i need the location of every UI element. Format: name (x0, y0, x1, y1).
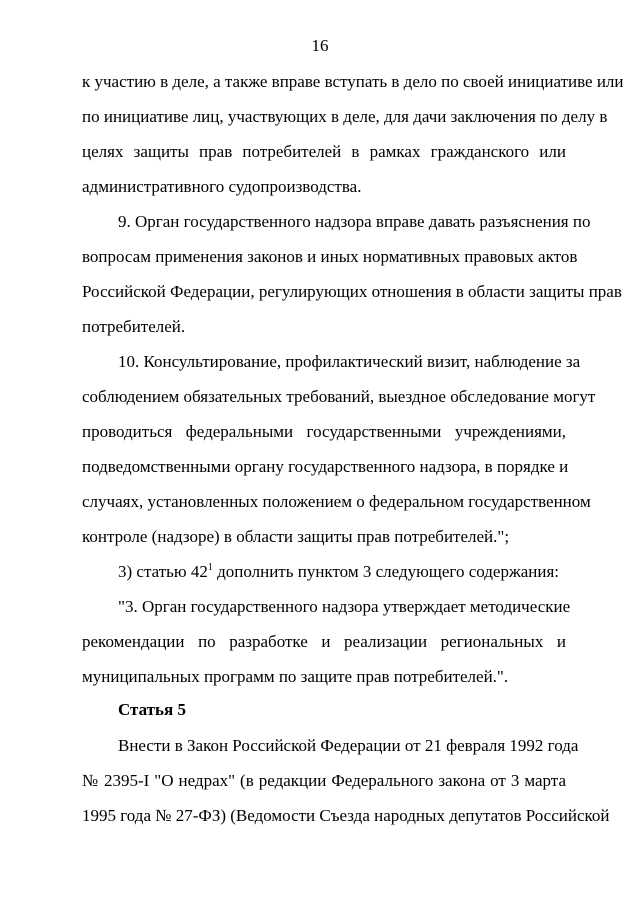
text-line: Российской Федерации, регулирующих отношения в области защиты прав (82, 282, 622, 301)
text-line: случаях, установленных положением о федеральном государственном (82, 492, 591, 511)
amendment-line (118, 562, 559, 582)
page-number: 16 (311, 36, 329, 55)
text-line: соблюдением обязательных требований, выездное обследование могут (82, 387, 596, 406)
text-line: контроле (надзоре) в области защиты прав потребителей."; (82, 527, 510, 546)
text-line: по инициативе лиц, участвующих в деле, для дачи заключения по делу в (82, 107, 608, 126)
text-line: потребителей. (82, 317, 186, 336)
paragraph-9-first-line: 9. Орган государственного надзора вправе давать разъяснения по (118, 212, 591, 231)
text-line: целях защиты прав потребителей в рамках гражданского или (82, 142, 566, 161)
text-line: рекомендации по разработке и реализации региональных и (82, 632, 566, 651)
text-line: вопросам применения законов и иных нормативных правовых актов (82, 247, 578, 266)
text-line: 1995 года № 27-ФЗ) (Ведомости Съезда народных депутатов Российской (82, 806, 610, 825)
superscript: 1 (207, 562, 213, 573)
text-line: проводиться федеральными государственными учреждениями, (82, 422, 566, 441)
amendment-text: 3) статью 42 (118, 562, 208, 581)
text-line: муниципальных программ по защите прав потребителей.". (82, 667, 509, 686)
quoted-paragraph-first-line: "3. Орган государственного надзора утверждает методические (118, 597, 571, 616)
article-first-line: Внести в Закон Российской Федерации от 21 февраля 1992 года (118, 736, 579, 755)
text-line: № 2395-I "О недрах" (в редакции Федерального закона от 3 марта (82, 771, 566, 790)
text-line: подведомственными органу государственного надзора, в порядке и (82, 457, 569, 476)
paragraph-10-first-line: 10. Консультирование, профилактический визит, наблюдение за (118, 352, 581, 371)
article-heading: Статья 5 (118, 700, 186, 719)
text-line: административного судопроизводства. (82, 177, 362, 196)
text-line: к участию в деле, а также вправе вступать в дело по своей инициативе или (82, 72, 624, 91)
amendment-text: дополнить пунктом 3 следующего содержания: (212, 562, 560, 581)
